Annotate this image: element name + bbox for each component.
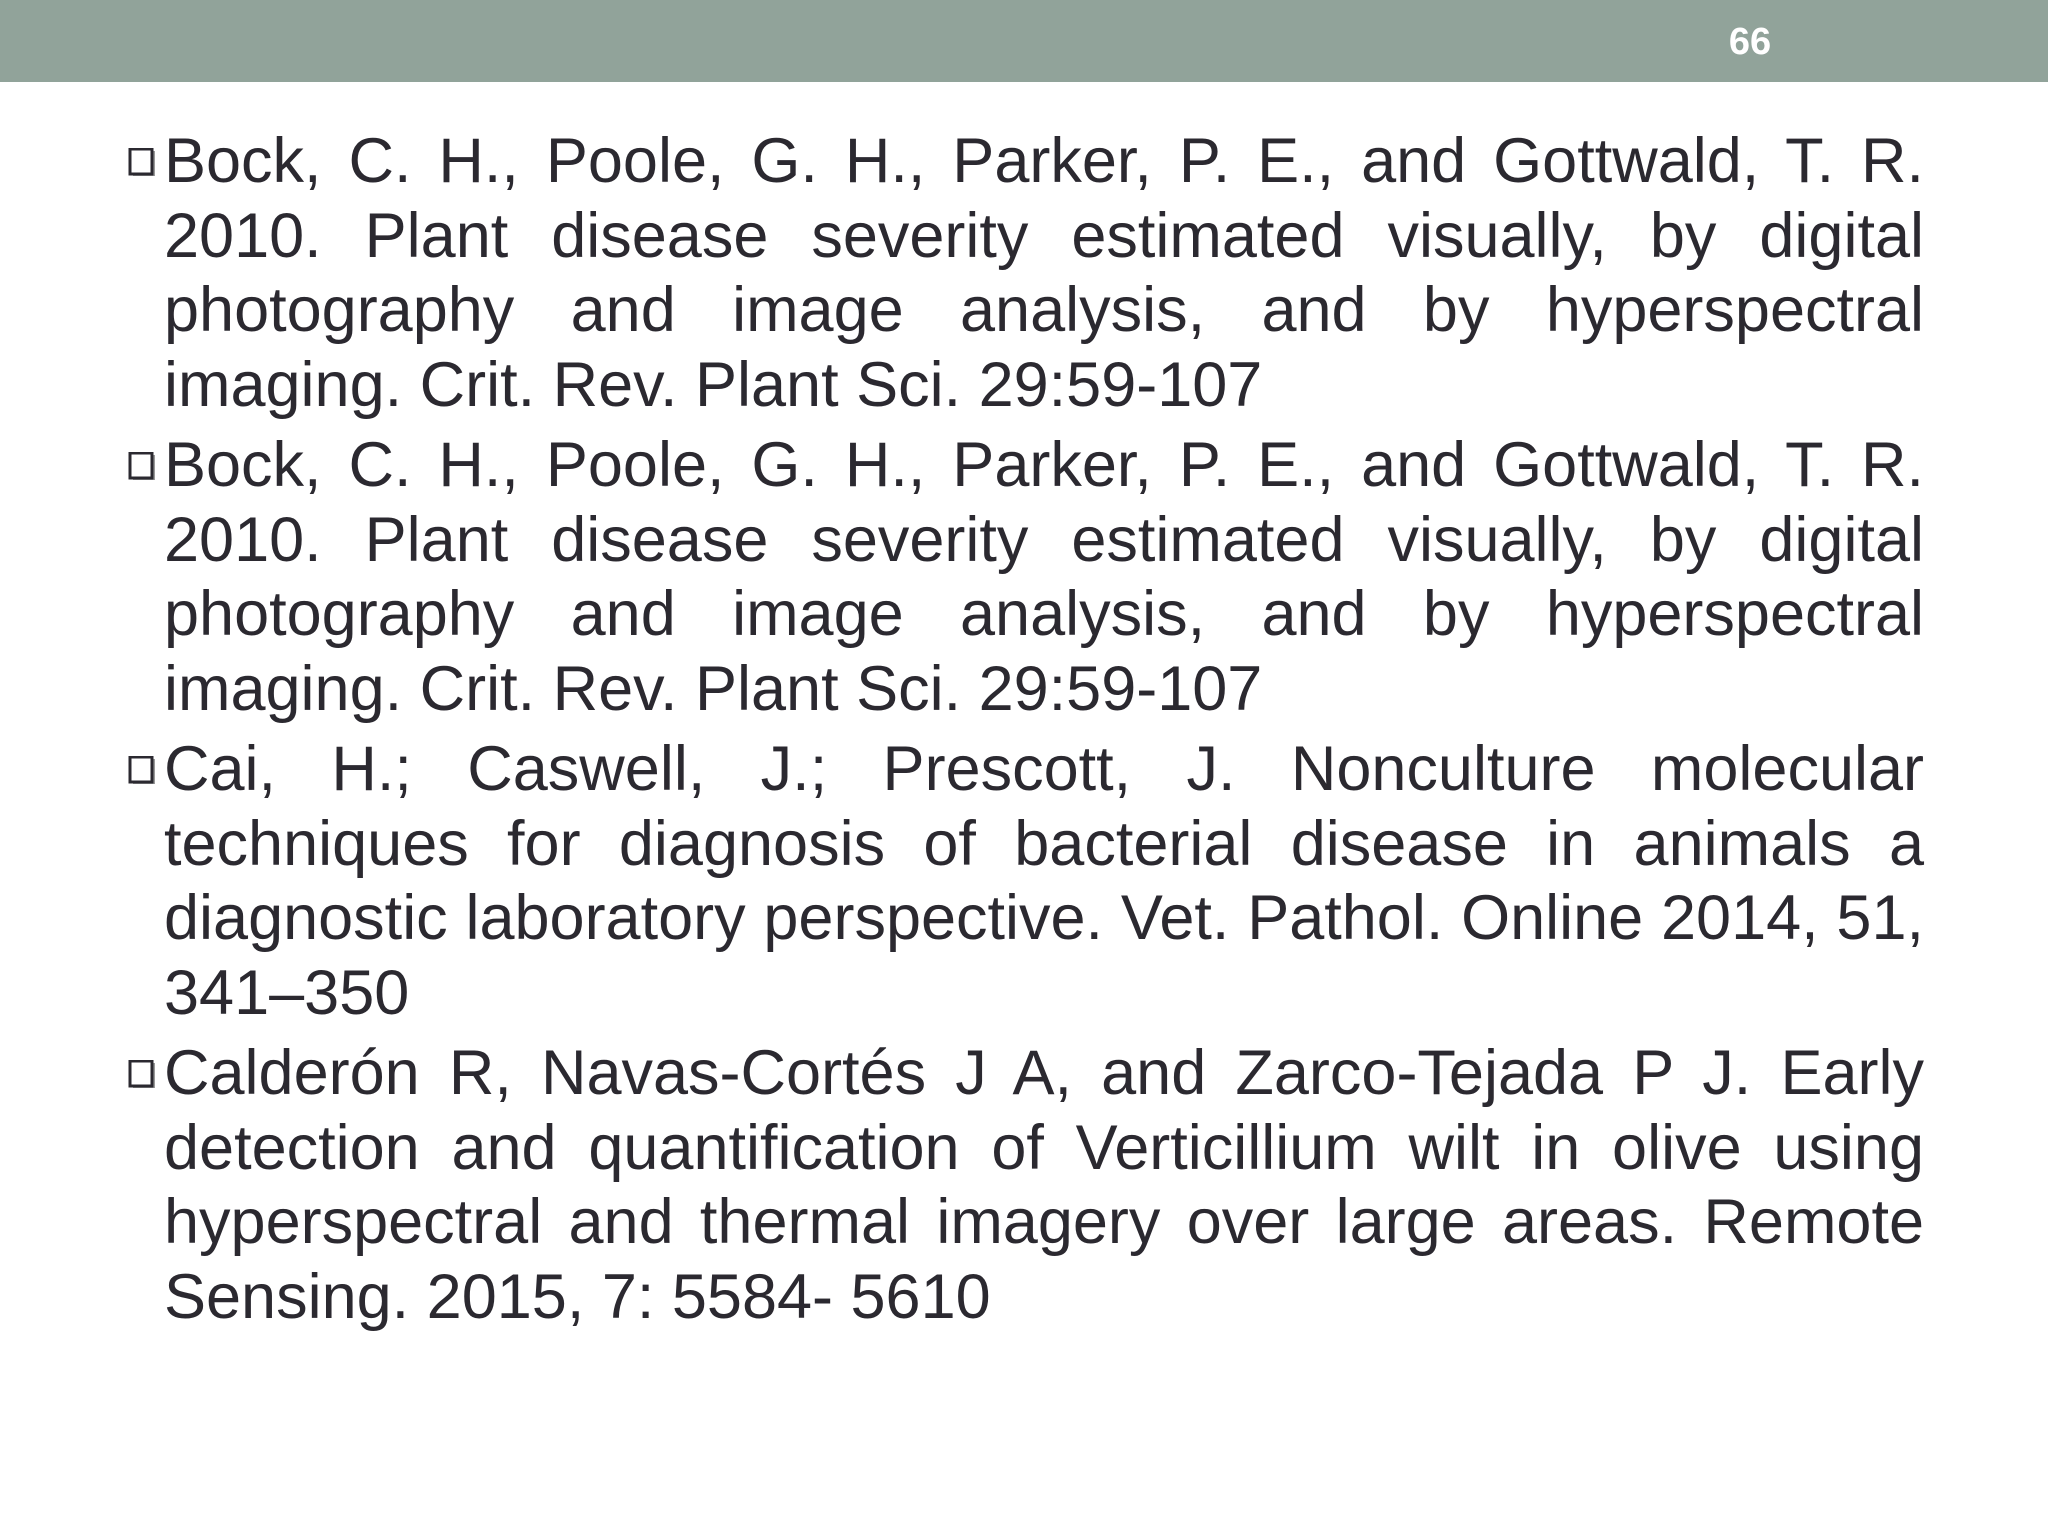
reference-item	[128, 428, 1924, 726]
reference-item	[128, 1036, 1924, 1334]
hollow-square-icon	[128, 1060, 158, 1094]
reference-list	[128, 124, 1924, 1340]
hollow-square-icon	[128, 148, 158, 182]
reference-item	[128, 124, 1924, 422]
reference-text: Cai, H.; Caswell, J.; Prescott, J. Nonculture molecular techniques for diagnosis of bacterial disease in animals a diagnostic laboratory perspective. Vet. Pathol. Online 2014, 51, 341–350	[164, 734, 1924, 1028]
hollow-square-icon	[128, 452, 158, 486]
reference-text: Calderón R, Navas-Cortés J A, and Zarco-Tejada P J. Early detection and quantification of Verticillium wilt in olive using hyperspectral and thermal imagery over large areas. Remote Sensing. 2015, 7: 5584- 5610	[164, 1038, 1924, 1332]
hollow-square-icon	[128, 756, 158, 790]
header-bar	[0, 0, 2048, 82]
reference-item	[128, 732, 1924, 1030]
slide-number: 66	[1728, 21, 1772, 63]
reference-text: Bock, C. H., Poole, G. H., Parker, P. E., and Gottwald, T. R. 2010. Plant disease severity estimated visually, by digital photography and image analysis, and by hyperspectral imaging. Crit. Rev. Plant Sci. 29:59-107	[164, 430, 1924, 724]
reference-text: Bock, C. H., Poole, G. H., Parker, P. E., and Gottwald, T. R. 2010. Plant disease severity estimated visually, by digital photography and image analysis, and by hyperspectral imaging. Crit. Rev. Plant Sci. 29:59-107	[164, 126, 1924, 420]
